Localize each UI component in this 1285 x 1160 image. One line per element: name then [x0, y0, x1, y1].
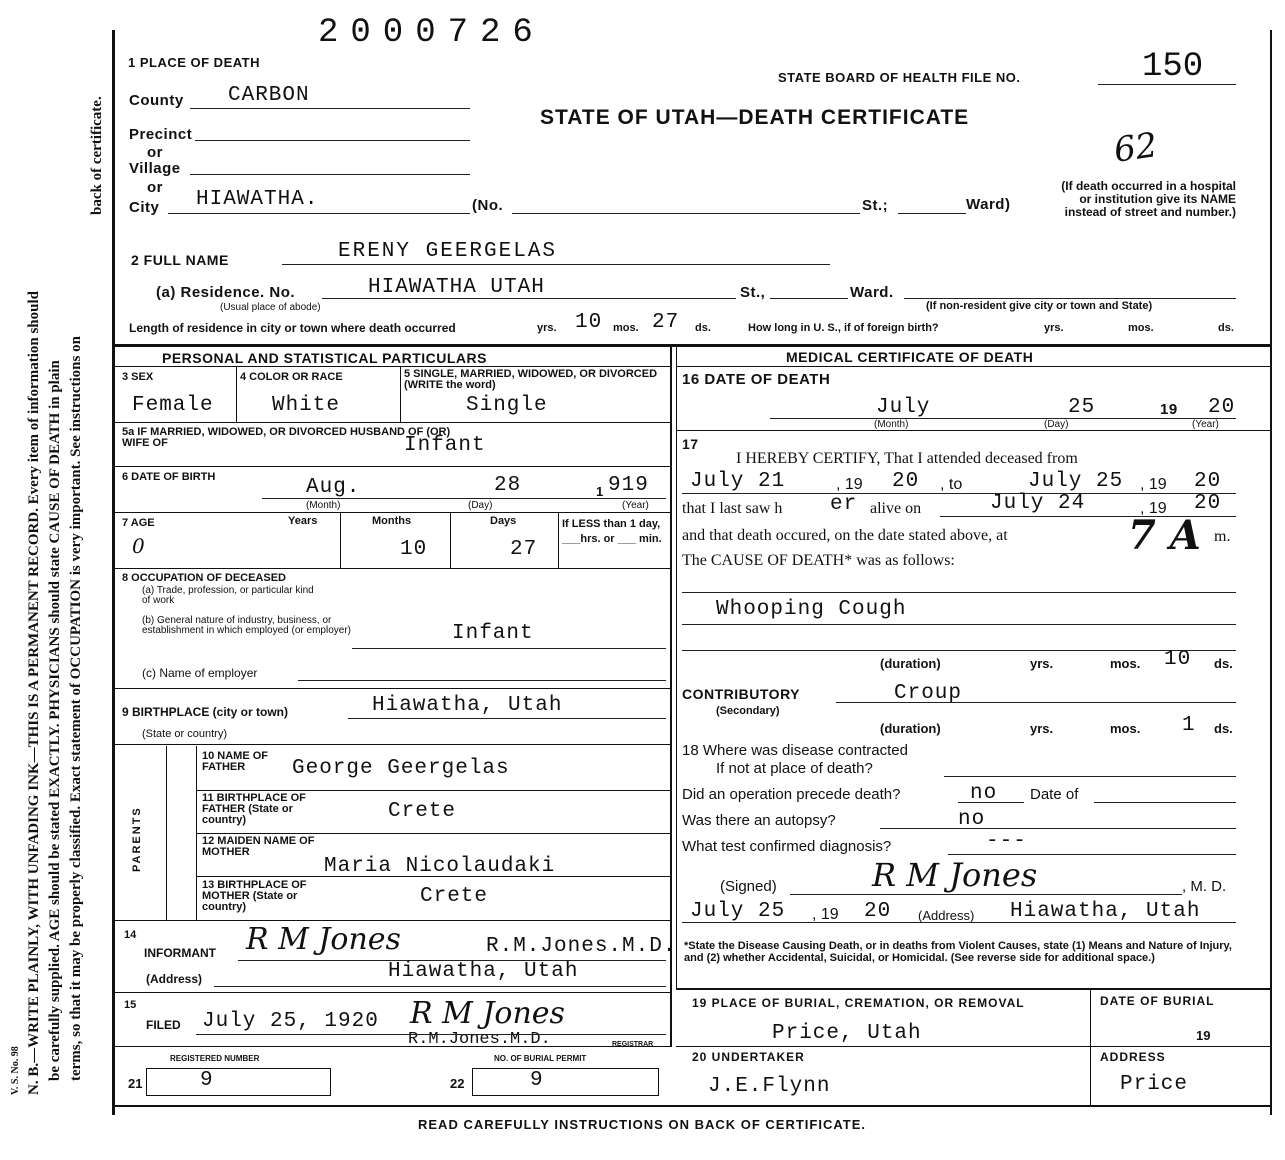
birthplace-value: Hiawatha, Utah — [372, 694, 563, 717]
margin-line-4: terms, so that it may be properly classified. Exact statement of OCCUPATION is very important. See instructions on — [68, 336, 84, 1081]
attended-from-date: July 21 — [690, 470, 786, 493]
attended-to-label: , to — [940, 476, 963, 493]
dob-month-sub: (Month) — [306, 500, 341, 511]
us-mos-label: mos. — [1128, 322, 1154, 334]
city-label: City — [129, 199, 160, 216]
residence-st-label: St., — [740, 284, 766, 301]
length-mos-label: mos. — [613, 322, 639, 334]
footnote: *State the Disease Causing Death, or in deaths from Violent Causes, state (1) Means and Nature of Injury, and (2) whether Accidental, Suicidal, or Homicidal. (See reverse side for additional space.) — [684, 940, 1232, 964]
dob-year: 919 — [608, 474, 649, 497]
parents-label: PARENTS — [131, 806, 143, 872]
dob-day-sub: (Day) — [468, 500, 493, 511]
alive-label: alive on — [870, 500, 922, 517]
margin-line-2: N. B.—WRITE PLAINLY, WITH UNFADING INK—THIS IS A PERMANENT RECORD. Every item of information should — [26, 291, 42, 1095]
m-label: m. — [1214, 528, 1231, 545]
us-residence-label: How long in U. S., if of foreign birth? — [748, 322, 939, 334]
full-name-value: ERENY GEERGELAS — [338, 240, 558, 263]
filed-value: July 25, 1920 — [202, 1010, 379, 1033]
burial-permit-label: NO. OF BURIAL PERMIT — [494, 1054, 587, 1063]
county-value: CARBON — [228, 84, 310, 107]
test-value: --- — [986, 830, 1027, 853]
undertaker-label: 20 UNDERTAKER — [692, 1050, 805, 1064]
residence-sub: (Usual place of abode) — [220, 302, 321, 313]
nonresident-note: (If non-resident give city or town and State) — [926, 300, 1153, 312]
burial-permit-value: 9 — [530, 1069, 544, 1092]
undertaker-address-value: Price — [1120, 1073, 1189, 1096]
certificate-number: 2000726 — [318, 14, 545, 52]
contrib-ds-label: ds. — [1214, 721, 1233, 736]
signed-label: (Signed) — [720, 878, 777, 895]
father-birthplace-label: 11 BIRTHPLACE OF FATHER (State or country) — [202, 792, 306, 826]
certify-text: I HEREBY CERTIFY, That I attended deceased from — [736, 450, 1078, 467]
father-value: George Geergelas — [292, 757, 510, 780]
filed-label: FILED — [146, 1018, 181, 1032]
street-no-label: (No. — [472, 197, 504, 214]
contrib-mos-label: mos. — [1110, 721, 1141, 736]
hospital-note: (If death occurred in a hospital or institution give its NAME instead of street and number.) — [1061, 179, 1236, 219]
dod-year-prefix: 19 — [1160, 401, 1178, 418]
registered-number-value: 9 — [200, 1069, 214, 1092]
birthplace-sub: (State or country) — [142, 728, 227, 740]
mother-label: 12 MAIDEN NAME OF MOTHER — [202, 835, 315, 858]
county-label: County — [129, 92, 184, 109]
color-label: 4 COLOR OR RACE — [240, 371, 343, 383]
occupation-a-label: (a) Trade, profession, or particular kind of work — [142, 585, 314, 606]
item-17: 17 — [682, 436, 699, 452]
contrib-days-value: 1 — [1182, 714, 1196, 737]
physician-signature: R M Jones — [872, 856, 1038, 894]
marital-label: 5 SINGLE, MARRIED, WIDOWED, OR DIVORCED (WRITE the word) — [404, 368, 658, 391]
personal-section-title: PERSONAL AND STATISTICAL PARTICULARS — [162, 350, 487, 366]
dob-day: 28 — [494, 474, 522, 497]
attended-from-year: 20 — [892, 470, 920, 493]
dob-month: Aug. — [306, 476, 361, 499]
occupation-b-label: (b) General nature of industry, business, or establishment in which employed (or employer) — [142, 615, 351, 636]
sex-value: Female — [132, 394, 214, 417]
mother-value: Maria Nicolaudaki — [324, 855, 556, 878]
age-days-label: Days — [490, 515, 517, 527]
street-label: St.; — [862, 197, 889, 214]
last-saw-her: er — [830, 493, 858, 516]
father-label: 10 NAME OF FATHER — [202, 750, 269, 773]
dob-year-prefix: 1 — [596, 484, 604, 499]
autopsy-value: no — [958, 808, 986, 831]
length-residence-label: Length of residence in city or town where death occurred — [129, 321, 456, 335]
spouse-value: Infant — [404, 434, 486, 457]
signed-address-value: Hiawatha, Utah — [1010, 900, 1201, 923]
length-yrs-value: 10 — [575, 311, 603, 334]
undertaker-value: J.E.Flynn — [708, 1075, 831, 1098]
last-saw-label: that I last saw h — [682, 500, 783, 517]
village-label: Village — [129, 160, 181, 177]
cause-ds-label: ds. — [1214, 656, 1233, 671]
us-ds-label: ds. — [1218, 322, 1234, 334]
age-months: 10 — [400, 538, 428, 561]
age-months-label: Months — [372, 515, 412, 527]
occupation-value: Infant — [452, 622, 534, 645]
autopsy-label: Was there an autopsy? — [682, 812, 836, 829]
alive-year: 20 — [1194, 492, 1222, 515]
full-name-label: 2 FULL NAME — [131, 252, 229, 268]
place-of-death-label: 1 PLACE OF DEATH — [128, 55, 260, 70]
burial-date-label: DATE OF BURIAL — [1100, 994, 1215, 1008]
father-birthplace-value: Crete — [388, 800, 457, 823]
margin-instructions — [8, 35, 118, 1095]
informant-name: R.M.Jones.M.D. — [486, 935, 677, 958]
margin-line-5: back of certificate. — [89, 96, 105, 215]
registrar-name: R.M.Jones.M.D. — [408, 1030, 551, 1049]
if-not-label: If not at place of death? — [716, 760, 873, 777]
footer-instructions: READ CAREFULLY INSTRUCTIONS ON BACK OF CERTIFICATE. — [418, 1117, 866, 1132]
informant-address-value: Hiawatha, Utah — [388, 960, 579, 983]
date-of-label: Date of — [1030, 786, 1079, 803]
length-mos-value: 27 — [652, 311, 680, 334]
dod-day-sub: (Day) — [1044, 419, 1069, 430]
attended-to-date: July 25 — [1028, 470, 1124, 493]
marital-value: Single — [466, 394, 548, 417]
undertaker-address-label: ADDRESS — [1100, 1050, 1166, 1064]
occurred-label: and that death occured, on the date stated above, at — [682, 527, 1008, 544]
attended-to-year: 20 — [1194, 470, 1222, 493]
burial-place-label: 19 PLACE OF BURIAL, CREMATION, OR REMOVAL — [692, 996, 1025, 1010]
alive-year-prefix: , 19 — [1140, 500, 1167, 517]
registered-number-label: REGISTERED NUMBER — [170, 1054, 260, 1063]
age-days: 27 — [510, 538, 538, 561]
length-yrs-label: yrs. — [537, 322, 557, 334]
state-file-number: 150 — [1142, 48, 1204, 86]
certificate-title: STATE OF UTAH—DEATH CERTIFICATE — [540, 106, 970, 129]
dod-year: 20 — [1208, 396, 1236, 419]
signed-year-prefix: , 19 — [812, 906, 839, 923]
age-less-label: If LESS than 1 day, ___hrs. or ___ min. — [562, 518, 662, 545]
sex-label: 3 SEX — [122, 371, 154, 383]
dob-year-sub: (Year) — [622, 500, 649, 511]
burial-date-value: 19 — [1196, 1028, 1211, 1043]
signed-date: July 25 — [690, 900, 786, 923]
operation-value: no — [970, 782, 998, 805]
operation-label: Did an operation precede death? — [682, 786, 901, 803]
precinct-label: Precinct — [129, 126, 193, 143]
cause-label: The CAUSE OF DEATH* was as follows: — [682, 552, 955, 569]
registrar-label: REGISTRAR — [612, 1041, 654, 1048]
occupation-c-label: (c) Name of employer — [142, 666, 258, 680]
attended-from-year-prefix: , 19 — [836, 476, 863, 493]
margin-line-3: be carefully supplied. AGE should be stated EXACTLY. PHYSICIANS should state CAUSE OF DEATH in plain — [47, 360, 63, 1081]
contributory-value: Croup — [894, 682, 963, 705]
residence-ward-label: Ward. — [850, 284, 894, 301]
birthplace-label: 9 BIRTHPLACE (city or town) — [122, 705, 289, 719]
disease-contracted-label: 18 Where was disease contracted — [682, 742, 908, 759]
color-value: White — [272, 394, 341, 417]
ward-label: Ward) — [966, 196, 1011, 213]
dod-day: 25 — [1068, 396, 1096, 419]
signed-address-label: (Address) — [918, 908, 975, 923]
cause-value: Whooping Cough — [716, 598, 907, 621]
handwritten-note: 62 — [1111, 125, 1160, 171]
cause-yrs-label: yrs. — [1030, 656, 1054, 671]
age-label: 7 AGE — [122, 517, 155, 529]
us-yrs-label: yrs. — [1044, 322, 1064, 334]
contributory-label: CONTRIBUTORY — [682, 686, 800, 702]
dod-year-sub: (Year) — [1192, 419, 1219, 430]
age-years: 0 — [132, 534, 145, 558]
informant-label: INFORMANT — [144, 946, 216, 960]
cause-duration-label: (duration) — [880, 656, 941, 671]
informant-signature: R M Jones — [246, 922, 401, 957]
margin-line-1: V. S. No. 98 — [10, 1046, 21, 1095]
age-years-label: Years — [288, 515, 318, 527]
or-label-2: or — [147, 179, 163, 196]
attended-to-year-prefix: , 19 — [1140, 476, 1167, 493]
dod-month-sub: (Month) — [874, 419, 909, 430]
dod-label: 16 DATE OF DEATH — [682, 371, 831, 388]
occupation-label: 8 OCCUPATION OF DECEASED — [122, 572, 286, 584]
contrib-yrs-label: yrs. — [1030, 721, 1054, 736]
burial-permit-num: 22 — [450, 1076, 465, 1091]
contrib-duration-label: (duration) — [880, 721, 941, 736]
dod-month: July — [876, 396, 931, 419]
residence-value: HIAWATHA UTAH — [368, 276, 545, 299]
informant-address-label: (Address) — [146, 972, 203, 986]
medical-section-title: MEDICAL CERTIFICATE OF DEATH — [786, 349, 1034, 365]
md-label: , M. D. — [1182, 878, 1227, 895]
registered-number-num: 21 — [128, 1076, 143, 1091]
city-value: HIAWATHA. — [196, 188, 319, 211]
filed-number: 15 — [124, 999, 137, 1011]
registrar-signature: R M Jones — [410, 996, 565, 1031]
alive-date: July 24 — [990, 492, 1086, 515]
time-of-death: 7 A — [1128, 512, 1201, 559]
signed-year: 20 — [864, 900, 892, 923]
spouse-label: 5a IF MARRIED, WIDOWED, OR DIVORCED HUSBAND OF (OR) WIFE OF — [122, 426, 451, 449]
mother-birthplace-label: 13 BIRTHPLACE OF MOTHER (State or country) — [202, 879, 307, 913]
or-label-1: or — [147, 144, 163, 161]
cause-mos-label: mos. — [1110, 656, 1141, 671]
dob-label: 6 DATE OF BIRTH — [122, 471, 216, 483]
test-label: What test confirmed diagnosis? — [682, 838, 892, 855]
mother-birthplace-value: Crete — [420, 885, 489, 908]
contributory-secondary-label: (Secondary) — [716, 705, 780, 717]
residence-label: (a) Residence. No. — [156, 284, 296, 301]
length-ds-label: ds. — [695, 322, 711, 334]
state-file-label: STATE BOARD OF HEALTH FILE NO. — [778, 70, 1021, 85]
burial-place-value: Price, Utah — [772, 1022, 922, 1045]
informant-number: 14 — [124, 929, 137, 941]
cause-mos-value: 10 — [1164, 648, 1192, 671]
